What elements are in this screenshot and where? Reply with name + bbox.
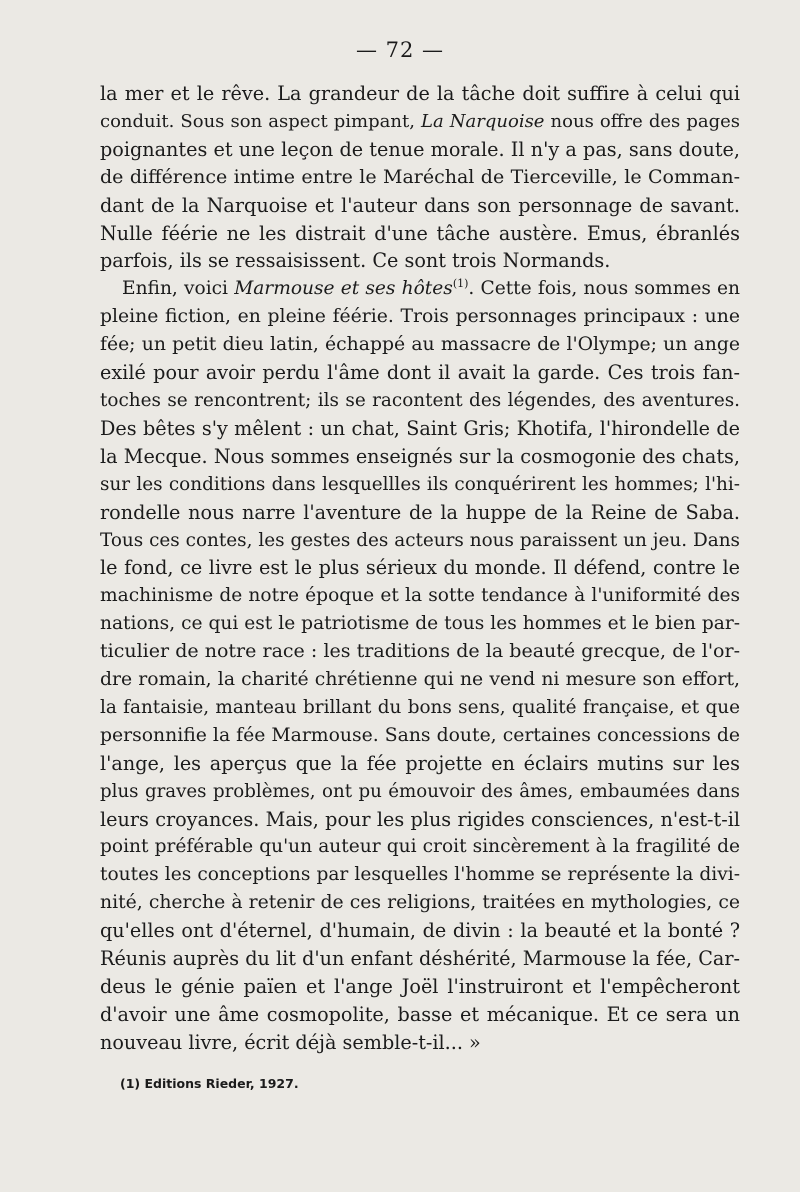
text-line: la Mecque. Nous sommes enseignés sur la cosmogonie des chats, <box>100 444 740 468</box>
text-line: poignantes et une leçon de tenue morale. Il n'y a pas, sans doute, <box>100 137 740 161</box>
text-line: ticulier de notre race : les traditions de la beauté grecque, de l'or- <box>100 640 740 663</box>
text-line: nouveau livre, écrit déjà semble-t-il... » <box>100 1030 481 1054</box>
text-line: pleine fiction, en pleine féérie. Trois personnages principaux : une <box>100 306 740 328</box>
text-line: machinisme de notre époque et la sotte tendance à l'uniformité des <box>100 585 740 607</box>
text-line: sur les conditions dans lesquellles ils conquérirent les hommes; l'hi- <box>100 473 740 495</box>
text-line: Nulle féérie ne les distrait d'une tâche austère. Emus, ébranlés <box>100 221 740 245</box>
text-line: toches se rencontrent; ils se racontent des légendes, des aventures. <box>100 389 740 411</box>
text-segment: conduit. Sous son aspect pimpant, <box>100 110 422 132</box>
text-segment: Enfin, voici <box>122 278 235 300</box>
body-text <box>100 80 740 1057</box>
text-segment: nous offre des pages <box>544 110 741 132</box>
text-line: qu'elles ont d'éternel, d'humain, de divin : la beauté et la bonté ? <box>100 919 740 943</box>
text-line: personnifie la fée Marmouse. Sans doute, certaines concessions de <box>100 724 740 746</box>
text-line: d'avoir une âme cosmopolite, basse et mécanique. Et ce sera un <box>100 1002 740 1026</box>
text-segment: . Cette fois, nous sommes en <box>468 278 741 300</box>
text-line: le fond, ce livre est le plus sérieux du monde. Il défend, contre le <box>100 556 740 580</box>
italic-title: Marmouse et ses hôtes <box>234 278 453 300</box>
text-line: toutes les conceptions par lesquelles l'homme se représente la divi- <box>100 864 740 886</box>
text-line: nations, ce qui est le patriotisme de tous les hommes et le bien par- <box>100 613 740 635</box>
footnote-marker: (1) <box>452 277 469 291</box>
text-line: nité, cherche à retenir de ces religions, traitées en mythologies, ce <box>100 892 740 914</box>
text-line: Tous ces contes, les gestes des acteurs nous paraissent un jeu. Dans <box>100 529 740 551</box>
text-line: la fantaisie, manteau brillant du bons sens, qualité française, et que <box>100 696 740 718</box>
text-line <box>100 108 740 136</box>
text-line: fée; un petit dieu latin, échappé au massacre de l'Olympe; un ange <box>100 334 740 356</box>
text-line: de différence intime entre le Maréchal de Tierceville, le Comman- <box>100 165 740 188</box>
text-line: rondelle nous narre l'aventure de la huppe de la Reine de Saba. <box>100 500 740 524</box>
text-line: l'ange, les aperçus que la fée projette en éclairs mutins sur les <box>100 751 740 775</box>
text-line: point préférable qu'un auteur qui croit sincèrement à la fragilité de <box>100 836 740 858</box>
page-number: — 72 — <box>355 38 445 62</box>
italic-title: La Narquoise <box>421 110 545 132</box>
text-line: exilé pour avoir perdu l'âme dont il avait la garde. Ces trois fan- <box>100 361 740 385</box>
text-line: la mer et le rêve. La grandeur de la tâche doit suffire à celui qui <box>100 82 740 105</box>
text-line: Des bêtes s'y mêlent : un chat, Saint Gris; Khotifa, l'hirondelle de <box>100 416 740 440</box>
text-line: Réunis auprès du lit d'un enfant déshérité, Marmouse la fée, Car- <box>100 947 740 971</box>
text-line <box>100 275 740 303</box>
text-line: dant de la Narquoise et l'auteur dans son personnage de savant. <box>100 193 740 217</box>
text-line: leurs croyances. Mais, pour les plus rigides consciences, n'est-t-il <box>100 807 740 831</box>
text-line: plus graves problèmes, ont pu émouvoir des âmes, embaumées dans <box>100 780 740 802</box>
footnote: (1) Editions Rieder, 1927. <box>120 1076 299 1091</box>
text-line: parfois, ils se ressaisissent. Ce sont trois Normands. <box>100 249 611 273</box>
text-line: dre romain, la charité chrétienne qui ne vend ni mesure son effort, <box>100 669 740 691</box>
text-line: deus le génie païen et l'ange Joël l'instruiront et l'empêcheront <box>100 975 740 998</box>
